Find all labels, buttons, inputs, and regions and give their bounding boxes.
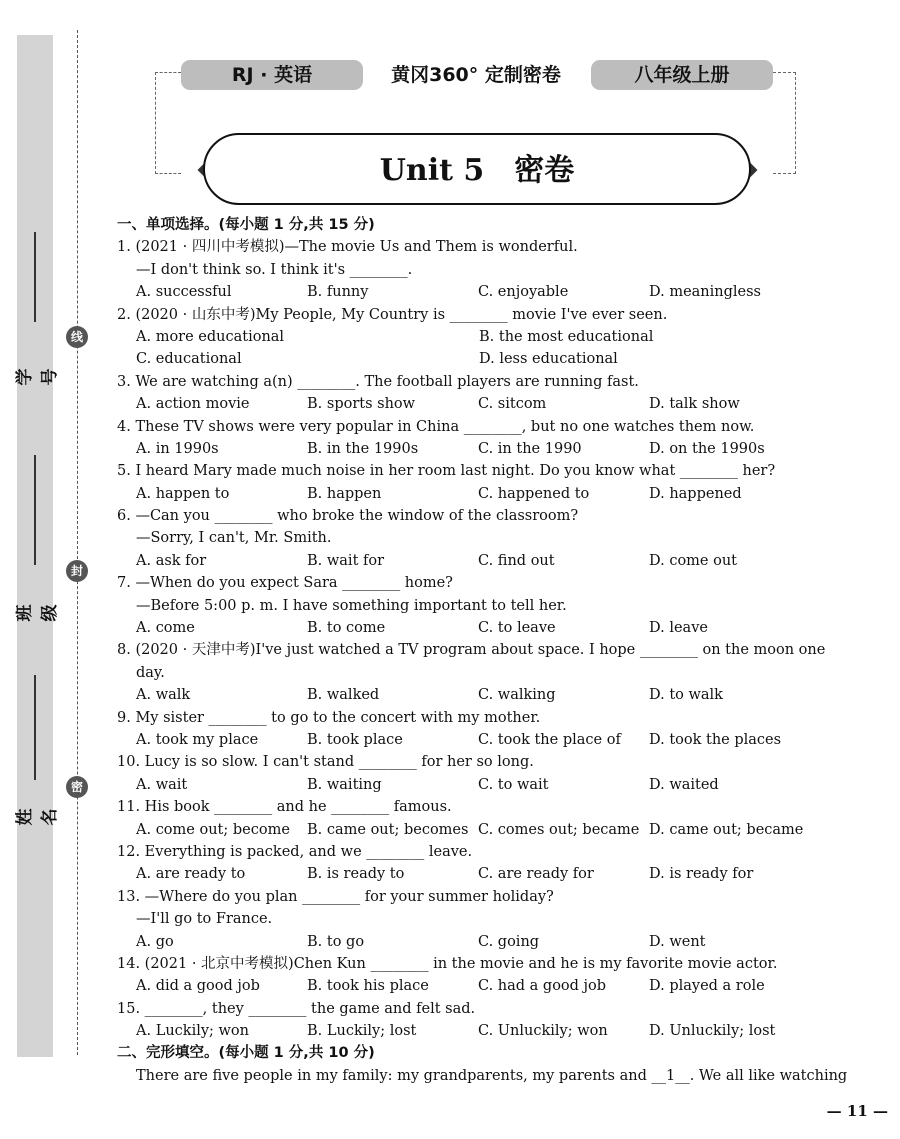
answer-option: D. on the 1990s [649,440,765,457]
seal-line-mark: 线 [66,326,88,348]
answer-option: D. Unluckily; lost [649,1023,776,1040]
answer-option: A. did a good job [136,978,260,995]
answer-option: B. the most educational [479,328,654,345]
answer-option: D. come out [649,552,738,569]
question-stem: 6. —Can you ________ who broke the window of the classroom? [117,508,579,525]
question-stem: 7. —When do you expect Sara ________ home? [117,575,453,592]
option-row [117,975,847,997]
answer-option: B. in the 1990s [307,440,419,457]
answer-option: C. walking [478,687,556,704]
question-stem: 12. Everything is packed, and we ________ leave. [117,843,473,860]
option-row [117,326,847,348]
question-continuation: —Before 5:00 p. m. I have something important to tell her. [136,597,567,614]
option-row [117,348,847,370]
question-stem: 5. I heard Mary made much noise in her room last night. Do you know what ________ her? [117,463,776,480]
option-row [117,774,847,796]
answer-option: B. Luckily; lost [307,1023,417,1040]
answer-option: B. to go [307,933,365,950]
answer-option: A. action movie [136,396,250,413]
answer-option: C. to wait [478,776,549,793]
question-stem: 3. We are watching a(n) ________. The football players are running fast. [117,373,639,390]
answer-option: D. played a role [649,978,765,995]
answer-option: D. came out; became [649,821,804,838]
page-number: — 11 — [826,1102,888,1120]
answer-option: C. sitcom [478,396,547,413]
answer-option: C. had a good job [478,978,607,995]
answer-option: D. went [649,933,706,950]
answer-option: D. talk show [649,396,740,413]
answer-option: A. took my place [136,731,259,748]
section-heading: 一、单项选择。(每小题 1 分,共 15 分) [117,217,375,233]
name-line [34,675,36,780]
answer-option: B. sports show [307,396,416,413]
answer-option: A. more educational [136,328,285,345]
name-label: 姓名 [15,808,60,826]
question-stem: 15. ________, they ________ the game and felt sad. [117,1000,476,1017]
answer-option: A. come out; become [136,821,290,838]
answer-option: A. ask for [136,552,207,569]
answer-option: B. waiting [307,776,382,793]
question-stem: 14. (2021 · 北京中考模拟)Chen Kun ________ in the movie and he is my favorite movie actor. [117,955,778,972]
seal-mi-mark: 密 [66,776,88,798]
series-title: 黄冈360° 定制密卷 [391,64,561,86]
answer-option: B. walked [307,687,380,704]
answer-option: B. funny [307,284,369,301]
answer-option: D. to walk [649,687,723,704]
answer-option: B. is ready to [307,866,405,883]
answer-option: D. happened [649,485,742,502]
answer-option: B. wait for [307,552,385,569]
question-continuation: day. [136,664,165,681]
seal-feng-mark: 封 [66,560,88,582]
answer-option: A. happen to [136,485,230,502]
option-row [117,617,847,639]
answer-option: B. to come [307,620,386,637]
question-continuation: —Sorry, I can't, Mr. Smith. [136,530,332,547]
class-line [34,455,36,565]
answer-option: C. took the place of [478,731,621,748]
option-row [117,931,847,953]
option-row [117,550,847,572]
answer-option: B. came out; becomes [307,821,469,838]
question-continuation: —I don't think so. I think it's ________. [136,261,413,278]
answer-option: A. are ready to [136,866,246,883]
student-id-line [34,232,36,322]
student-id-label: 学号 [15,368,60,386]
seal-cut-line [77,30,78,1055]
question-stem: 4. These TV shows were very popular in China ________, but no one watches them now. [117,418,755,435]
answer-option: A. successful [136,284,232,301]
subject-pill: RJ · 英语 [181,60,363,90]
answer-option: C. going [478,933,540,950]
answer-option: C. in the 1990 [478,440,582,457]
answer-option: A. walk [136,687,191,704]
answer-option: A. go [136,933,174,950]
answer-option: C. enjoyable [478,284,569,301]
header-frame-right [773,72,796,174]
answer-option: C. Unluckily; won [478,1023,608,1040]
answer-option: D. took the places [649,731,782,748]
question-stem: 11. His book ________ and he ________ famous. [117,799,452,816]
question-stem: 13. —Where do you plan ________ for your summer holiday? [117,888,554,905]
answer-option: D. leave [649,620,708,637]
answer-option: A. wait [136,776,188,793]
option-row [117,1020,847,1042]
answer-option: C. comes out; became [478,821,640,838]
question-continuation: —I'll go to France. [136,911,273,928]
question-stem: 8. (2020 · 天津中考)I've just watched a TV program about space. I hope ________ on the moon one [117,642,826,659]
answer-option: C. happened to [478,485,590,502]
question-stem: 10. Lucy is so slow. I can't stand ________ for her so long. [117,754,534,771]
answer-option: B. took place [307,731,403,748]
header-frame-left [155,72,181,174]
answer-option: D. meaningless [649,284,761,301]
option-row [117,684,847,706]
answer-option: C. are ready for [478,866,594,883]
option-row [117,281,847,303]
answer-option: B. happen [307,485,382,502]
question-stem: 9. My sister ________ to go to the concert with my mother. [117,709,541,726]
section-heading: 二、完形填空。(每小题 1 分,共 10 分) [117,1045,375,1062]
cloze-paragraph: There are five people in my family: my grandparents, my parents and __1__. We all like watching [136,1067,848,1084]
answer-option: A. come [136,620,195,637]
answer-option: D. waited [649,776,719,793]
question-list [117,236,847,1042]
answer-option: C. educational [136,351,242,368]
option-row [117,729,847,751]
option-row [117,863,847,885]
option-row [117,819,847,841]
answer-option: A. in 1990s [136,440,219,457]
answer-option: A. Luckily; won [136,1023,250,1040]
unit-title: Unit 5 密卷 [203,133,751,205]
answer-option: B. took his place [307,978,429,995]
answer-option: C. to leave [478,620,556,637]
question-stem: 1. (2021 · 四川中考模拟)—The movie Us and Them is wonderful. [117,239,578,256]
answer-option: D. is ready for [649,866,754,883]
option-row [117,483,847,505]
exam-content [117,214,847,1087]
grade-pill: 八年级上册 [591,60,773,90]
answer-option: C. find out [478,552,555,569]
question-stem: 2. (2020 · 山东中考)My People, My Country is ________ movie I've ever seen. [117,306,668,323]
class-label: 班级 [15,604,60,622]
option-row [117,393,847,415]
answer-option: D. less educational [479,351,618,368]
option-row [117,438,847,460]
